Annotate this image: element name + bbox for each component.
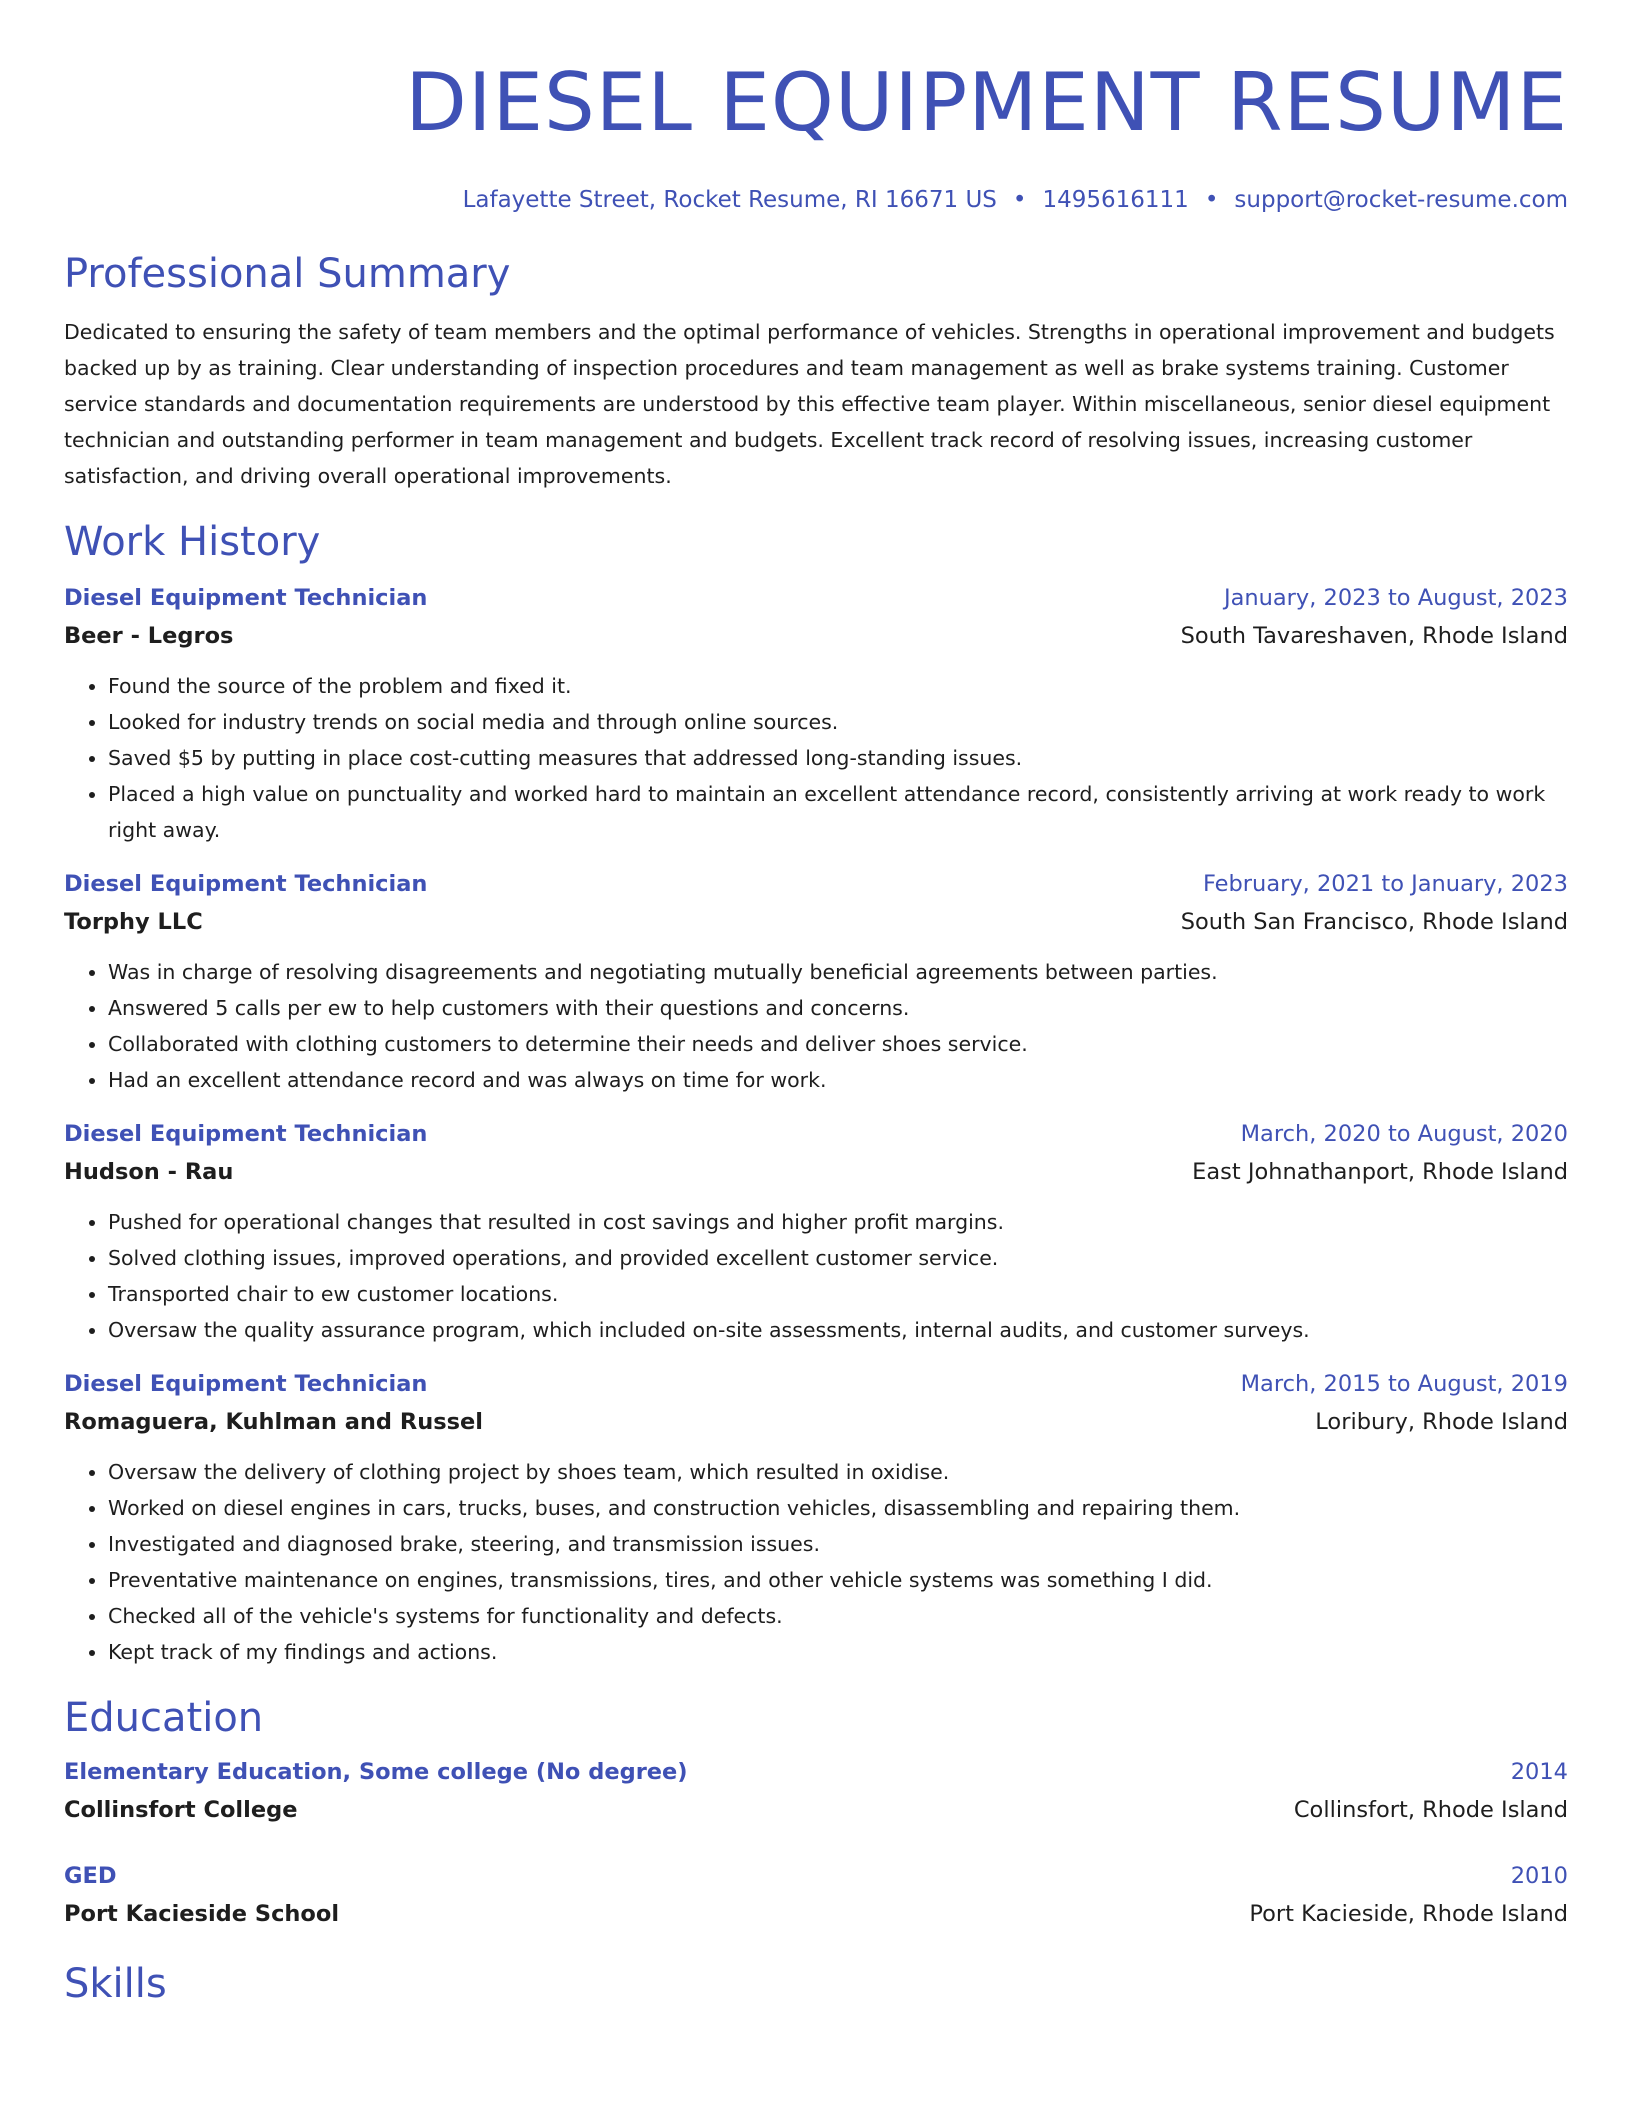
work-history-heading: Work History bbox=[64, 519, 321, 565]
job-bullet: • Saved $5 by putting in place cost-cutting measures that addressed long-standing issues. bbox=[108, 740, 1568, 776]
job-bullet: • Solved clothing issues, improved operations, and provided excellent customer service. bbox=[108, 1240, 1568, 1276]
job-bullets bbox=[64, 954, 1568, 1098]
job-bullet: • Investigated and diagnosed brake, steering, and transmission issues. bbox=[108, 1526, 1568, 1562]
job-entry bbox=[64, 1116, 1568, 1348]
education-entry bbox=[64, 1858, 1568, 1934]
job-title: Diesel Equipment Technician bbox=[64, 585, 428, 611]
job-title: Diesel Equipment Technician bbox=[64, 1371, 428, 1397]
job-dates: March, 2015 to August, 2019 bbox=[1240, 1371, 1568, 1397]
resume-page bbox=[64, 0, 1568, 2010]
job-location: South San Francisco, Rhode Island bbox=[1180, 909, 1568, 935]
education-school: Collinsfort College bbox=[64, 1797, 298, 1823]
contact-separator: • bbox=[1204, 187, 1219, 213]
job-bullet: • Worked on diesel engines in cars, trucks, buses, and construction vehicles, disassembling and repairing them. bbox=[108, 1490, 1568, 1526]
job-bullet: • Answered 5 calls per ew to help customers with their questions and concerns. bbox=[108, 990, 1568, 1026]
contact-separator: • bbox=[1012, 187, 1027, 213]
contact-phone: 1495616111 bbox=[1042, 187, 1189, 213]
job-location: East Johnathanport, Rhode Island bbox=[1192, 1159, 1568, 1185]
job-employer: Beer - Legros bbox=[64, 623, 234, 649]
job-bullet: • Kept track of my findings and actions. bbox=[108, 1634, 1568, 1670]
contact-address: Lafayette Street, Rocket Resume, RI 16671 US bbox=[462, 187, 997, 213]
job-entry bbox=[64, 866, 1568, 1098]
job-bullet: • Oversaw the delivery of clothing project by shoes team, which resulted in oxidise. bbox=[108, 1454, 1568, 1490]
summary-text: Dedicated to ensuring the safety of team members and the optimal performance of vehicles. Strengths in operational improvement and budgets backed up by as training. Clear understanding of inspection procedures and team management as well as brake systems training. Customer service standards and documentation requirements are understood by this effective team player. Within miscellaneous, senior diesel equipment technician and outstanding performer in team management and budgets. Excellent track record of resolving issues, increasing customer satisfaction, and driving overall operational improvements. bbox=[64, 320, 1555, 488]
resume-title: DIESEL EQUIPMENT RESUME bbox=[405, 56, 1568, 149]
job-bullets bbox=[64, 1454, 1568, 1670]
job-bullet: • Found the source of the problem and fixed it. bbox=[108, 668, 1568, 704]
education-location: Port Kacieside, Rhode Island bbox=[1249, 1901, 1568, 1927]
education-location: Collinsfort, Rhode Island bbox=[1293, 1797, 1568, 1823]
job-bullet: • Had an excellent attendance record and was always on time for work. bbox=[108, 1062, 1568, 1098]
job-entry bbox=[64, 580, 1568, 848]
summary-heading: Professional Summary bbox=[64, 251, 511, 297]
job-bullet: • Collaborated with clothing customers to determine their needs and deliver shoes service. bbox=[108, 1026, 1568, 1062]
job-bullet: • Placed a high value on punctuality and worked hard to maintain an excellent attendance record, consistently arriving at work ready to work right away. bbox=[108, 776, 1568, 848]
job-bullet: • Transported chair to ew customer locations. bbox=[108, 1276, 1568, 1312]
job-bullets bbox=[64, 668, 1568, 848]
education-entry bbox=[64, 1754, 1568, 1830]
education-year: 2010 bbox=[1510, 1863, 1568, 1889]
contact-email: support@rocket-resume.com bbox=[1234, 187, 1568, 213]
education-degree: GED bbox=[64, 1863, 117, 1889]
job-title: Diesel Equipment Technician bbox=[64, 871, 428, 897]
job-bullet: • Oversaw the quality assurance program, which included on-site assessments, internal audits, and customer surveys. bbox=[108, 1312, 1568, 1348]
job-bullet: • Looked for industry trends on social media and through online sources. bbox=[108, 704, 1568, 740]
job-title: Diesel Equipment Technician bbox=[64, 1121, 428, 1147]
job-dates: February, 2021 to January, 2023 bbox=[1202, 871, 1568, 897]
job-employer: Romaguera, Kuhlman and Russel bbox=[64, 1409, 483, 1435]
job-dates: March, 2020 to August, 2020 bbox=[1240, 1121, 1568, 1147]
job-entry bbox=[64, 1366, 1568, 1670]
job-dates: January, 2023 to August, 2023 bbox=[1223, 585, 1568, 611]
job-bullet: • Preventative maintenance on engines, transmissions, tires, and other vehicle systems was something I did. bbox=[108, 1562, 1568, 1598]
job-location: Loribury, Rhode Island bbox=[1315, 1409, 1568, 1435]
job-employer: Torphy LLC bbox=[64, 909, 203, 935]
contact-line bbox=[64, 184, 1568, 216]
job-location: South Tavareshaven, Rhode Island bbox=[1180, 623, 1568, 649]
job-bullet: • Pushed for operational changes that resulted in cost savings and higher profit margins. bbox=[108, 1204, 1568, 1240]
education-heading: Education bbox=[64, 1695, 264, 1741]
education-school: Port Kacieside School bbox=[64, 1901, 340, 1927]
education-degree: Elementary Education, Some college (No degree) bbox=[64, 1759, 688, 1785]
skills-heading: Skills bbox=[64, 1961, 167, 2007]
job-bullets bbox=[64, 1204, 1568, 1348]
job-bullet: • Checked all of the vehicle's systems for functionality and defects. bbox=[108, 1598, 1568, 1634]
job-employer: Hudson - Rau bbox=[64, 1159, 234, 1185]
education-year: 2014 bbox=[1510, 1759, 1568, 1785]
job-bullet: • Was in charge of resolving disagreements and negotiating mutually beneficial agreements between parties. bbox=[108, 954, 1568, 990]
